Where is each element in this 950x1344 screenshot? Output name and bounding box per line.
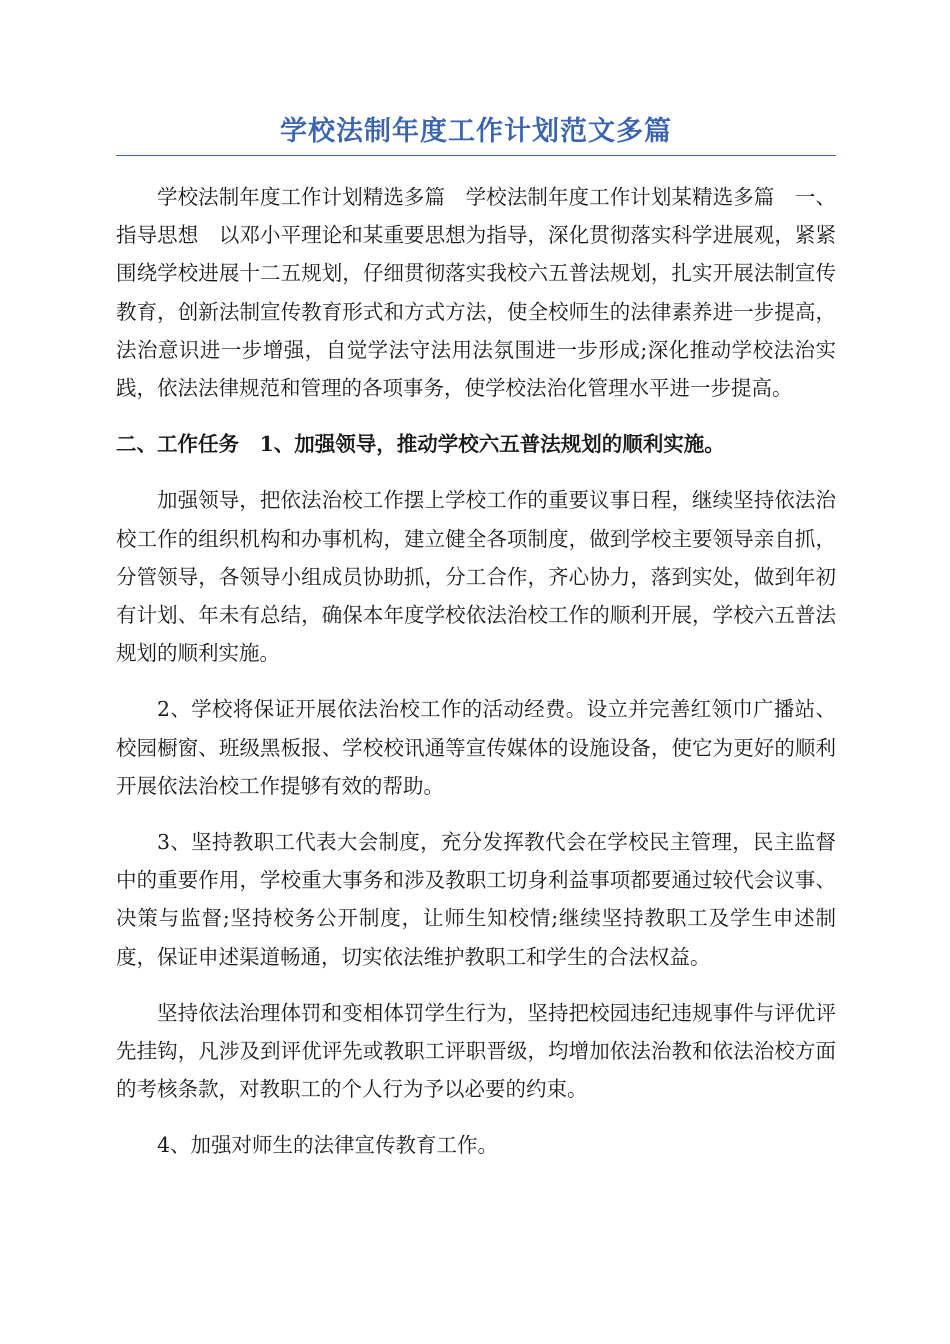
document-title: 学校法制年度工作计划范文多篇 [116,112,836,156]
paragraph-staff-congress: 3、坚持教职工代表大会制度，充分发挥教代会在学校民主管理，民主监督中的重要作用，学校重大事务和涉及教职工切身利益事项都要通过较代会议事、决策与监督;坚持校务公开制度，让师生知校情;继续坚持教职工及学生申述制度，保证申述渠道畅通，切实依法维护教职工和学生的合法权益。 [116,830,836,969]
paragraph-legal-education: 4、加强对师生的法律宣传教育工作。 [157,1133,499,1158]
section-heading-work-tasks: 二、工作任务 1、加强领导，推动学校六五普法规划的顺利实施。 [116,432,725,457]
paragraph-corporal-punishment: 坚持依法治理体罚和变相体罚学生行为，坚持把校园违纪违规事件与评优评先挂钩，凡涉及到评优评先或教职工评职晋级，均增加依法治教和依法治校方面的考核条款，对教职工的个人行为予以必要的约束。 [116,1000,836,1102]
paragraph-funding: 2、学校将保证开展依法治校工作的活动经费。设立并完善红领巾广播站、校园橱窗、班级黑板报、学校校讯通等宣传媒体的设施设备，使它为更好的顺利开展依法治校工作提够有效的帮助。 [116,697,836,798]
paragraph-leadership: 加强领导，把依法治校工作摆上学校工作的重要议事日程，继续坚持依法治校工作的组织机构和办事机构，建立健全各项制度，做到学校主要领导亲自抓，分管领导，各领导小组成员协助抓，分工合作，齐心协力，落到实处，做到年初有计划、年未有总结，确保本年度学校依法治校工作的顺利开展，学校六五普法规划的顺利实施。 [116,488,836,666]
document-page [116,112,836,1165]
paragraph-guiding-ideology: 学校法制年度工作计划精选多篇 学校法制年度工作计划某精选多篇 一、指导思想 以邓小平理论和某重要思想为指导，深化贯彻落实科学进展观，紧紧围绕学校进展十二五规划，仔细贯彻落实我校六五普法规划，扎实开展法制宣传教育，创新法制宣传教育形式和方式方法，使全校师生的法律素养进一步提高，法治意识进一步增强，自觉学法守法用法氛围进一步形成;深化推动学校法治实践，依法法律规范和管理的各项事务，使学校法治化管理水平进一步提高。 [116,185,836,401]
